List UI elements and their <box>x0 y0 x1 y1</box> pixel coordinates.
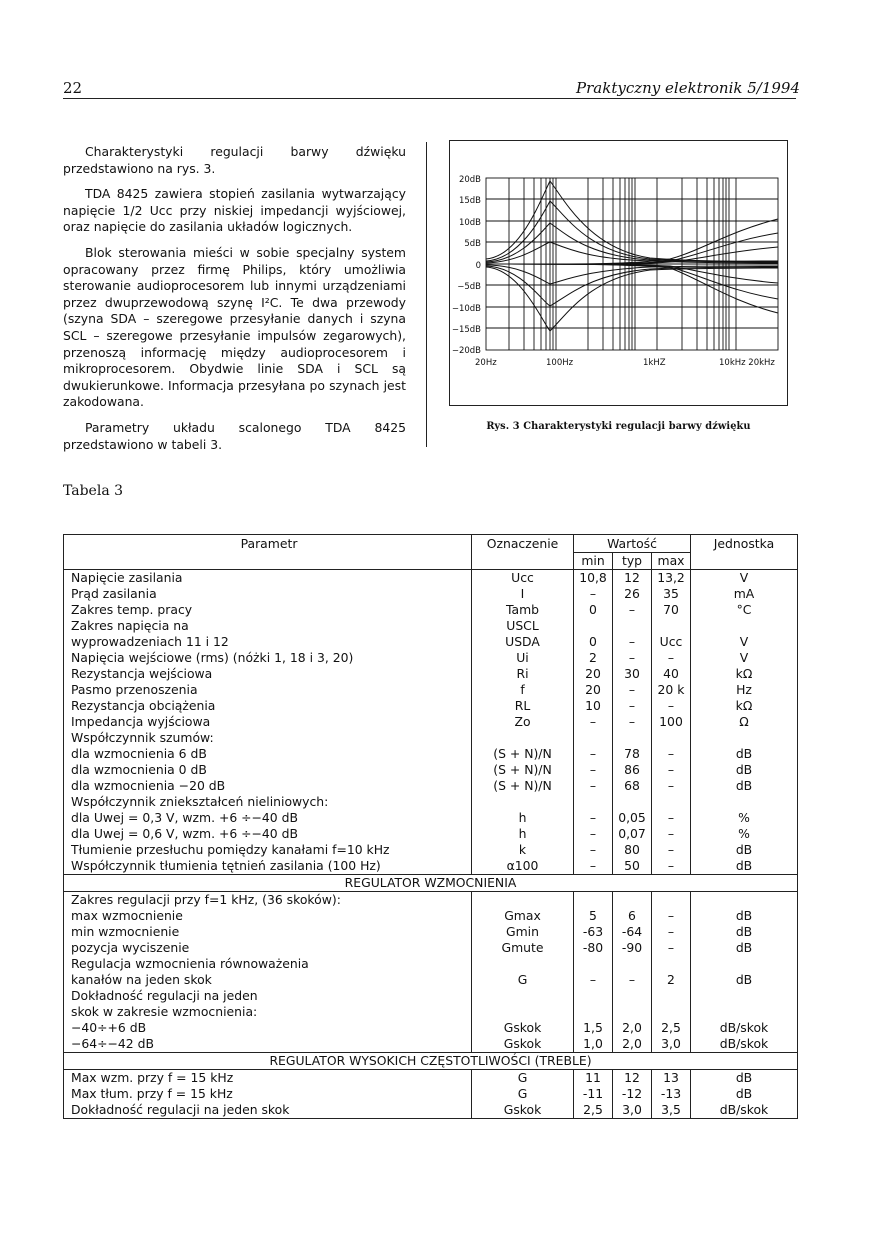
max-cell <box>652 794 691 810</box>
param-cell: Współczynnik zniekształceń nieliniowych: <box>64 794 472 810</box>
min-cell: 5 <box>574 908 613 924</box>
unit-cell <box>691 618 798 634</box>
symbol-cell: (S + N)/N <box>472 746 574 762</box>
symbol-cell: G <box>472 972 574 988</box>
paragraph: Parametry układu scalonego TDA 8425 przedstawiono w tabeli 3. <box>63 419 406 452</box>
max-cell <box>652 730 691 746</box>
table-row <box>64 972 798 988</box>
min-cell: 10 <box>574 698 613 714</box>
x-label: 1kHZ <box>643 358 666 368</box>
unit-cell: dB <box>691 762 798 778</box>
min-cell: 20 <box>574 682 613 698</box>
typ-cell: 86 <box>613 762 652 778</box>
min-cell: – <box>574 778 613 794</box>
max-cell: – <box>652 698 691 714</box>
min-cell: 2 <box>574 650 613 666</box>
symbol-cell: USDA <box>472 634 574 650</box>
header-typ: typ <box>613 553 652 570</box>
max-cell: 70 <box>652 602 691 618</box>
typ-cell: -64 <box>613 924 652 940</box>
max-cell: -13 <box>652 1086 691 1102</box>
typ-cell: – <box>613 634 652 650</box>
table-row <box>64 762 798 778</box>
min-cell <box>574 1004 613 1020</box>
journal-title: Praktyczny elektronik 5/1994 <box>576 79 800 97</box>
symbol-cell: h <box>472 826 574 842</box>
unit-cell: dB/skok <box>691 1102 798 1119</box>
param-cell: Dokładność regulacji na jeden skok <box>64 1102 472 1119</box>
figure-frame <box>449 140 788 406</box>
paragraph: Blok sterowania mieści w sobie specjalny system opracowany przez firmę Philips, który umożliwia sterowanie audioprocesorem lub innymi urządzeniami przez dwuprzewodową szynę I²C. Te dwa przewody (szyna SDA – szeregowe przesyłanie danych i szyna SCL – szeregowe przesyłanie impulsów zegarowych), przenoszą informację między audioprocesorem i mikroprocesorem. Obydwie linie SDA i SCL są dwukierunkowe. Informacja przesyłana po szynach jest zakodowana. <box>63 244 406 410</box>
min-cell <box>574 988 613 1004</box>
param-cell: skok w zakresie wzmocnienia: <box>64 1004 472 1020</box>
min-cell: – <box>574 810 613 826</box>
table-row <box>64 586 798 602</box>
typ-cell: – <box>613 682 652 698</box>
table-row <box>64 602 798 618</box>
table-row <box>64 634 798 650</box>
typ-cell: – <box>613 972 652 988</box>
table-row <box>64 1036 798 1053</box>
table-row <box>64 730 798 746</box>
x-label: 10kHz 20kHz <box>719 358 775 368</box>
typ-cell: 12 <box>613 570 652 587</box>
unit-cell <box>691 956 798 972</box>
typ-cell: – <box>613 698 652 714</box>
table-row <box>64 988 798 1004</box>
y-label: 20dB <box>458 175 481 185</box>
table-row <box>64 570 798 587</box>
unit-cell: dB <box>691 924 798 940</box>
param-cell: max wzmocnienie <box>64 908 472 924</box>
max-cell: – <box>652 924 691 940</box>
y-label: −20dB <box>451 346 481 356</box>
typ-cell <box>613 1004 652 1020</box>
symbol-cell: RL <box>472 698 574 714</box>
symbol-cell: G <box>472 1070 574 1087</box>
typ-cell: 26 <box>613 586 652 602</box>
typ-cell: – <box>613 714 652 730</box>
param-cell: −64÷−42 dB <box>64 1036 472 1053</box>
symbol-cell: Ri <box>472 666 574 682</box>
max-cell <box>652 1004 691 1020</box>
table-row <box>64 810 798 826</box>
min-cell <box>574 618 613 634</box>
unit-cell <box>691 794 798 810</box>
unit-cell: kΩ <box>691 698 798 714</box>
table-label: Tabela 3 <box>63 483 124 499</box>
symbol-cell: α100 <box>472 858 574 875</box>
max-cell: 2 <box>652 972 691 988</box>
typ-cell: 6 <box>613 908 652 924</box>
typ-cell: 2,0 <box>613 1020 652 1036</box>
header-max: max <box>652 553 691 570</box>
max-cell <box>652 618 691 634</box>
typ-cell <box>613 988 652 1004</box>
min-cell: 2,5 <box>574 1102 613 1119</box>
max-cell: – <box>652 746 691 762</box>
param-cell: Napięcie zasilania <box>64 570 472 587</box>
symbol-cell: (S + N)/N <box>472 778 574 794</box>
max-cell <box>652 988 691 1004</box>
min-cell <box>574 892 613 909</box>
typ-cell: 80 <box>613 842 652 858</box>
unit-cell: dB <box>691 908 798 924</box>
symbol-cell <box>472 1004 574 1020</box>
param-cell: Impedancja wyjściowa <box>64 714 472 730</box>
header-symbol: Oznaczenie <box>472 535 574 553</box>
symbol-cell: Ucc <box>472 570 574 587</box>
y-label: −5dB <box>457 282 481 292</box>
typ-cell: 0,07 <box>613 826 652 842</box>
max-cell: – <box>652 810 691 826</box>
param-cell: dla wzmocnienia 0 dB <box>64 762 472 778</box>
max-cell: 35 <box>652 586 691 602</box>
unit-cell: % <box>691 826 798 842</box>
symbol-cell: Gmute <box>472 940 574 956</box>
unit-cell <box>691 892 798 909</box>
min-cell: -63 <box>574 924 613 940</box>
symbol-cell: Gmin <box>472 924 574 940</box>
table-row <box>64 842 798 858</box>
table-row <box>64 1020 798 1036</box>
param-cell: Zakres regulacji przy f=1 kHz, (36 skoków): <box>64 892 472 909</box>
typ-cell: – <box>613 602 652 618</box>
typ-cell: 68 <box>613 778 652 794</box>
param-cell: pozycja wyciszenie <box>64 940 472 956</box>
table-row <box>64 682 798 698</box>
table-row <box>64 698 798 714</box>
symbol-cell: Tamb <box>472 602 574 618</box>
typ-cell: 3,0 <box>613 1102 652 1119</box>
param-cell: kanałów na jeden skok <box>64 972 472 988</box>
param-cell: Max tłum. przy f = 15 kHz <box>64 1086 472 1102</box>
symbol-cell: Gskok <box>472 1102 574 1119</box>
x-label: 20Hz <box>475 358 497 368</box>
typ-cell <box>613 956 652 972</box>
max-cell <box>652 956 691 972</box>
symbol-cell: USCL <box>472 618 574 634</box>
param-cell: dla Uwej = 0,3 V, wzm. +6 ÷−40 dB <box>64 810 472 826</box>
table-row <box>64 666 798 682</box>
param-cell: Rezystancja obciążenia <box>64 698 472 714</box>
symbol-cell: Ui <box>472 650 574 666</box>
unit-cell: dB <box>691 1086 798 1102</box>
symbol-cell: Gmax <box>472 908 574 924</box>
max-cell: – <box>652 858 691 875</box>
table-row <box>64 794 798 810</box>
y-label: −15dB <box>451 325 481 335</box>
unit-cell: dB <box>691 972 798 988</box>
y-label: −10dB <box>451 304 481 314</box>
symbol-cell <box>472 956 574 972</box>
unit-cell <box>691 1004 798 1020</box>
typ-cell: 2,0 <box>613 1036 652 1053</box>
param-cell: dla Uwej = 0,6 V, wzm. +6 ÷−40 dB <box>64 826 472 842</box>
param-cell: Prąd zasilania <box>64 586 472 602</box>
max-cell: – <box>652 762 691 778</box>
unit-cell: dB <box>691 858 798 875</box>
param-cell: Regulacja wzmocnienia równoważenia <box>64 956 472 972</box>
unit-cell: % <box>691 810 798 826</box>
param-cell: Tłumienie przesłuchu pomiędzy kanałami f=10 kHz <box>64 842 472 858</box>
unit-cell: dB <box>691 940 798 956</box>
param-cell: dla wzmocnienia −20 dB <box>64 778 472 794</box>
min-cell: 1,5 <box>574 1020 613 1036</box>
section-title-treble: REGULATOR WYSOKICH CZĘSTOTLIWOŚCI (TREBLE) <box>64 1053 798 1070</box>
max-cell: – <box>652 778 691 794</box>
symbol-cell: h <box>472 810 574 826</box>
min-cell: 20 <box>574 666 613 682</box>
table-row <box>64 858 798 875</box>
unit-cell: kΩ <box>691 666 798 682</box>
max-cell: – <box>652 842 691 858</box>
max-cell: – <box>652 908 691 924</box>
max-cell <box>652 892 691 909</box>
max-cell: Ucc <box>652 634 691 650</box>
min-cell: – <box>574 972 613 988</box>
min-cell: – <box>574 586 613 602</box>
unit-cell: dB <box>691 842 798 858</box>
min-cell <box>574 956 613 972</box>
column-divider <box>426 142 427 447</box>
max-cell: 13,2 <box>652 570 691 587</box>
unit-cell: V <box>691 570 798 587</box>
param-cell: Pasmo przenoszenia <box>64 682 472 698</box>
min-cell: 11 <box>574 1070 613 1087</box>
param-cell: Max wzm. przy f = 15 kHz <box>64 1070 472 1087</box>
max-cell: 13 <box>652 1070 691 1087</box>
max-cell: 2,5 <box>652 1020 691 1036</box>
unit-cell: dB <box>691 746 798 762</box>
min-cell <box>574 794 613 810</box>
typ-cell: -90 <box>613 940 652 956</box>
typ-cell <box>613 892 652 909</box>
y-label: 0 <box>475 261 481 271</box>
param-cell: Napięcia wejściowe (rms) (nóżki 1, 18 i 3, 20) <box>64 650 472 666</box>
symbol-cell: Gskok <box>472 1036 574 1053</box>
left-column-text <box>63 144 406 462</box>
header-param: Parametr <box>64 535 472 553</box>
symbol-cell: Gskok <box>472 1020 574 1036</box>
min-cell: 0 <box>574 602 613 618</box>
min-cell: – <box>574 746 613 762</box>
min-cell: 10,8 <box>574 570 613 587</box>
symbol-cell <box>472 730 574 746</box>
table-row <box>64 1070 798 1087</box>
unit-cell: V <box>691 650 798 666</box>
header-min: min <box>574 553 613 570</box>
y-label: 10dB <box>458 218 481 228</box>
param-cell: Rezystancja wejściowa <box>64 666 472 682</box>
typ-cell: 12 <box>613 1070 652 1087</box>
header-unit: Jednostka <box>691 535 798 553</box>
max-cell: 40 <box>652 666 691 682</box>
paragraph: Charakterystyki regulacji barwy dźwięku przedstawiono na rys. 3. <box>63 144 406 176</box>
min-cell: -80 <box>574 940 613 956</box>
max-cell: – <box>652 826 691 842</box>
min-cell: – <box>574 842 613 858</box>
param-cell: Dokładność regulacji na jeden <box>64 988 472 1004</box>
table-row <box>64 908 798 924</box>
param-cell: dla wzmocnienia 6 dB <box>64 746 472 762</box>
symbol-cell <box>472 794 574 810</box>
symbol-cell: f <box>472 682 574 698</box>
param-cell: Współczynnik szumów: <box>64 730 472 746</box>
section-heading <box>64 1053 798 1070</box>
typ-cell: 0,05 <box>613 810 652 826</box>
table-section-3 <box>64 1070 798 1119</box>
page-number: 22 <box>63 79 83 97</box>
unit-cell <box>691 730 798 746</box>
unit-cell: dB <box>691 778 798 794</box>
symbol-cell: G <box>472 1086 574 1102</box>
table-row <box>64 1102 798 1119</box>
param-cell: Zakres temp. pracy <box>64 602 472 618</box>
symbol-cell <box>472 892 574 909</box>
table-section-2 <box>64 892 798 1053</box>
min-cell <box>574 730 613 746</box>
symbol-cell: Zo <box>472 714 574 730</box>
unit-cell: dB/skok <box>691 1020 798 1036</box>
typ-cell: 78 <box>613 746 652 762</box>
unit-cell: dB <box>691 1070 798 1087</box>
x-label: 100Hz <box>546 358 574 368</box>
table-row <box>64 892 798 909</box>
typ-cell: 30 <box>613 666 652 682</box>
param-cell: wyprowadzeniach 11 i 12 <box>64 634 472 650</box>
table-section-1 <box>64 570 798 875</box>
symbol-cell <box>472 988 574 1004</box>
min-cell: – <box>574 858 613 875</box>
max-cell: 3,0 <box>652 1036 691 1053</box>
unit-cell: V <box>691 634 798 650</box>
parameters-table <box>63 534 798 1119</box>
min-cell: – <box>574 826 613 842</box>
max-cell: 3,5 <box>652 1102 691 1119</box>
table-row <box>64 1004 798 1020</box>
param-cell: Zakres napięcia na <box>64 618 472 634</box>
max-cell: 100 <box>652 714 691 730</box>
symbol-cell: (S + N)/N <box>472 762 574 778</box>
y-label: 5dB <box>464 239 481 249</box>
table-row <box>64 826 798 842</box>
table-row <box>64 778 798 794</box>
table-row <box>64 618 798 634</box>
table-row <box>64 650 798 666</box>
section-title-gain: REGULATOR WZMOCNIENIA <box>64 875 798 892</box>
table-subheader-row <box>64 553 798 570</box>
table-row <box>64 1086 798 1102</box>
table-header-row <box>64 535 798 553</box>
header-rule <box>63 98 796 99</box>
tone-control-graph <box>450 141 787 405</box>
unit-cell: Hz <box>691 682 798 698</box>
param-cell: min wzmocnienie <box>64 924 472 940</box>
unit-cell <box>691 988 798 1004</box>
table-row <box>64 746 798 762</box>
min-cell: – <box>574 762 613 778</box>
param-cell: Współczynnik tłumienia tętnień zasilania (100 Hz) <box>64 858 472 875</box>
section-heading <box>64 875 798 892</box>
unit-cell: Ω <box>691 714 798 730</box>
header-value: Wartość <box>574 535 691 553</box>
typ-cell: -12 <box>613 1086 652 1102</box>
unit-cell: mA <box>691 586 798 602</box>
min-cell: -11 <box>574 1086 613 1102</box>
typ-cell <box>613 618 652 634</box>
param-cell: −40÷+6 dB <box>64 1020 472 1036</box>
typ-cell: – <box>613 650 652 666</box>
table-row <box>64 714 798 730</box>
y-label: 15dB <box>458 196 481 206</box>
typ-cell <box>613 730 652 746</box>
max-cell: – <box>652 940 691 956</box>
symbol-cell: k <box>472 842 574 858</box>
max-cell: – <box>652 650 691 666</box>
typ-cell: 50 <box>613 858 652 875</box>
unit-cell: °C <box>691 602 798 618</box>
min-cell: – <box>574 714 613 730</box>
table-row <box>64 940 798 956</box>
unit-cell: dB/skok <box>691 1036 798 1053</box>
min-cell: 1,0 <box>574 1036 613 1053</box>
paragraph: TDA 8425 zawiera stopień zasilania wytwarzający napięcie 1/2 Ucc przy niskiej impedancji wyjściowej, oraz napięcie do zasilania układów logicznych. <box>63 186 406 235</box>
symbol-cell: I <box>472 586 574 602</box>
table-row <box>64 924 798 940</box>
min-cell: 0 <box>574 634 613 650</box>
figure-caption: Rys. 3 Charakterystyki regulacji barwy dźwięku <box>486 421 751 432</box>
max-cell: 20 k <box>652 682 691 698</box>
table-row <box>64 956 798 972</box>
typ-cell <box>613 794 652 810</box>
